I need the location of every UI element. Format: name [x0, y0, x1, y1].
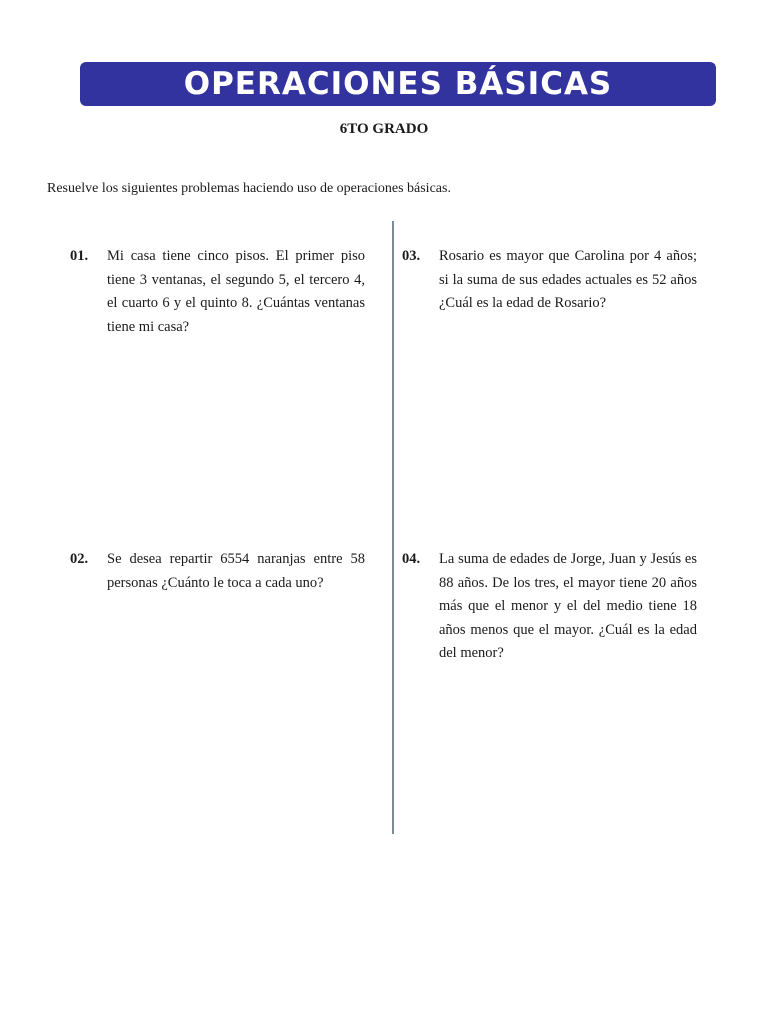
- problem-03: [402, 245, 697, 316]
- problem-01: [70, 245, 365, 339]
- problem-number: 03.: [402, 248, 421, 264]
- problem-04: [402, 548, 697, 666]
- title-banner: [80, 62, 716, 106]
- grade-label: 6TO GRADO: [339, 121, 429, 137]
- problem-text: Rosario es mayor que Carolina por 4 años; si la suma de sus edades actuales es 52 años ¿Cuál es la edad de Rosario?: [439, 248, 697, 311]
- problem-text: Mi casa tiene cinco pisos. El primer piso tiene 3 ventanas, el segundo 5, el tercero 4, el cuarto 6 y el quinto 8. ¿Cuántas ventanas tiene mi casa?: [107, 248, 365, 335]
- problem-number: 01.: [70, 248, 89, 264]
- problem-number: 04.: [402, 551, 421, 567]
- column-divider: [392, 221, 394, 834]
- problem-text: La suma de edades de Jorge, Juan y Jesús es 88 años. De los tres, el mayor tiene 20 años más que el menor y el del medio tiene 18 años menos que el mayor. ¿Cuál es la edad del menor?: [439, 551, 697, 661]
- instructions-text: Resuelve los siguientes problemas haciendo uso de operaciones básicas.: [47, 181, 451, 196]
- problem-number: 02.: [70, 551, 89, 567]
- page-title: OPERACIONES BÁSICAS: [183, 65, 613, 102]
- problem-text: Se desea repartir 6554 naranjas entre 58 personas ¿Cuánto le toca a cada uno?: [107, 551, 365, 591]
- problem-02: [70, 548, 365, 595]
